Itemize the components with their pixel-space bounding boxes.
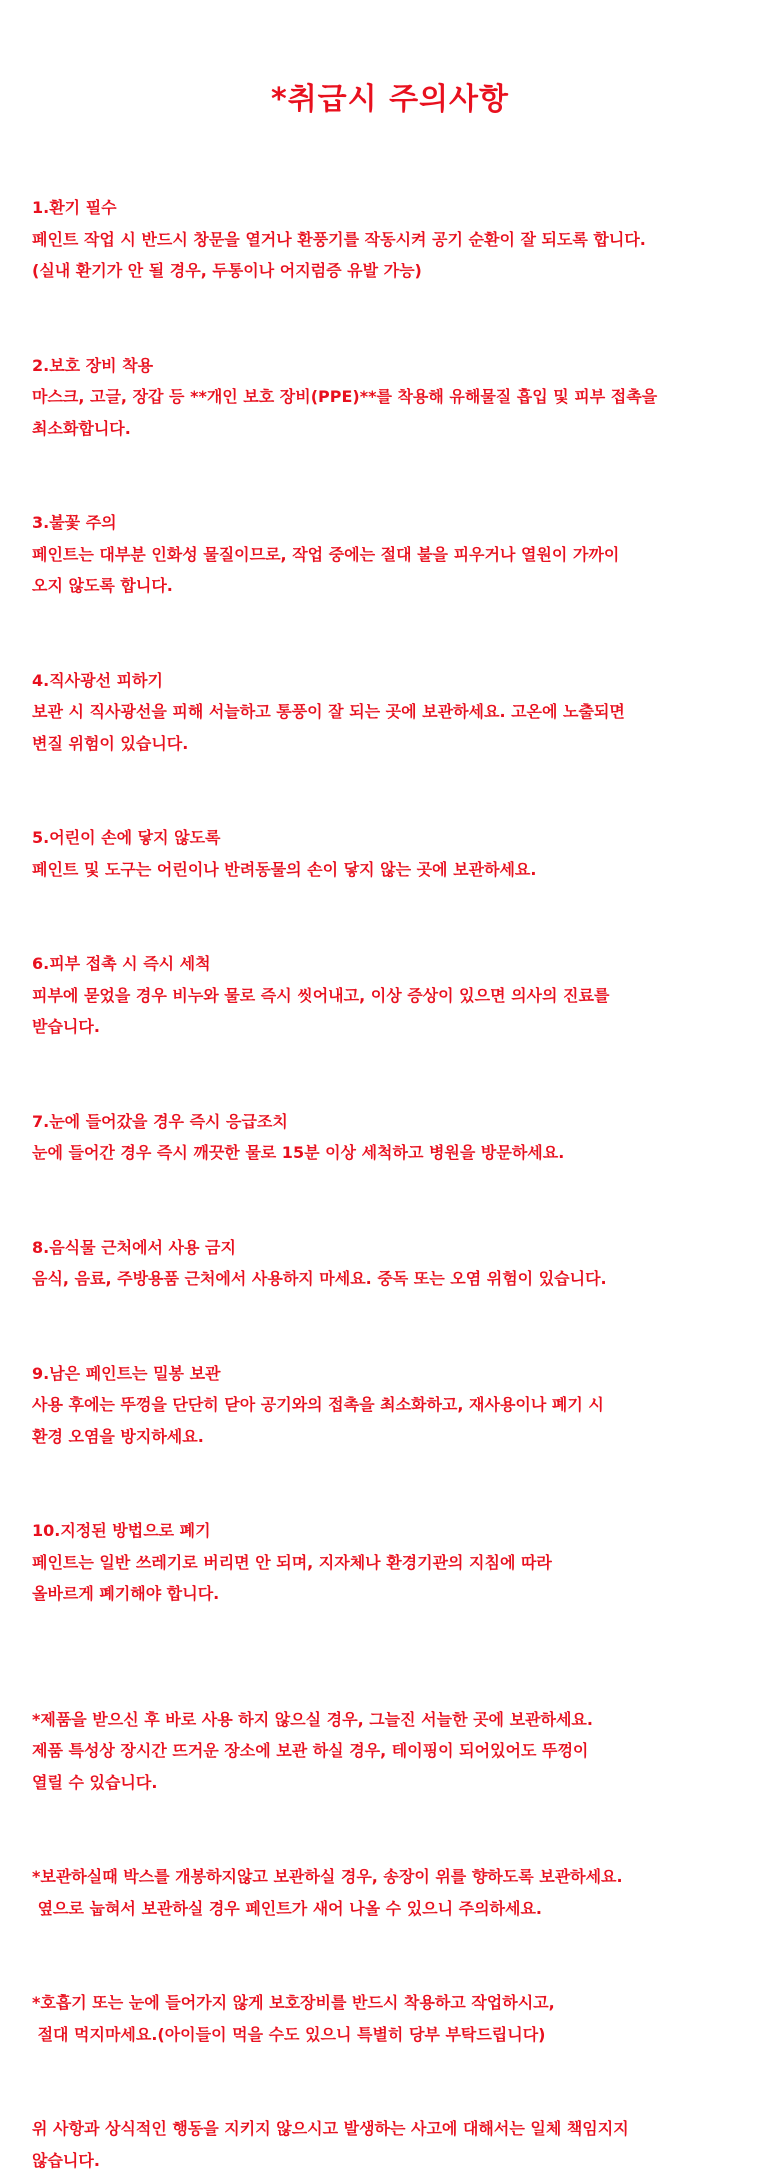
notice-text-line: 제품 특성상 장시간 뜨거운 장소에 보관 하실 경우, 테이핑이 되어있어도 뚜껑이: [32, 1735, 752, 1767]
notice-protective-equipment: [32, 1987, 752, 2050]
section-skin-contact: [32, 948, 752, 1043]
section-text-line: 올바르게 폐기해야 합니다.: [32, 1578, 752, 1610]
section-eye-contact: [32, 1106, 752, 1169]
section-text-line: 페인트 작업 시 반드시 창문을 열거나 환풍기를 작동시켜 공기 순환이 잘 되도록 합니다.: [32, 224, 752, 256]
section-text-line: (실내 환기가 안 될 경우, 두통이나 어지럼증 유발 가능): [32, 255, 752, 287]
section-text-line: 사용 후에는 뚜껑을 단단히 닫아 공기와의 접촉을 최소화하고, 재사용이나 폐기 시: [32, 1389, 752, 1421]
section-heading: 1.환기 필수: [32, 192, 752, 224]
section-sunlight: [32, 665, 752, 760]
notice-text-line: *제품을 받으신 후 바로 사용 하지 않으실 경우, 그늘진 서늘한 곳에 보관하세요.: [32, 1704, 752, 1736]
section-heading: 5.어린이 손에 닿지 않도록: [32, 822, 752, 854]
notice-text-line: 열릴 수 있습니다.: [32, 1767, 752, 1799]
section-text-line: 페인트는 대부분 인화성 물질이므로, 작업 중에는 절대 불을 피우거나 열원이 가까이: [32, 539, 752, 571]
section-heading: 10.지정된 방법으로 폐기: [32, 1515, 752, 1547]
section-heading: 2.보호 장비 착용: [32, 350, 752, 382]
section-text-line: 페인트는 일반 쓰레기로 버리면 안 되며, 지자체나 환경기관의 지침에 따라: [32, 1547, 752, 1579]
page-title: *취급시 주의사항: [0, 80, 780, 120]
section-children: [32, 822, 752, 885]
notice-text-line: *호흡기 또는 눈에 들어가지 않게 보호장비를 반드시 착용하고 작업하시고,: [32, 1987, 752, 2019]
section-food-area: [32, 1232, 752, 1295]
notice-storage-heat: [32, 1704, 752, 1799]
section-heading: 3.불꽃 주의: [32, 507, 752, 539]
section-text-line: 피부에 묻었을 경우 비누와 물로 즉시 씻어내고, 이상 증상이 있으면 의사의 진료를: [32, 980, 752, 1012]
section-heading: 7.눈에 들어갔을 경우 즉시 응급조치: [32, 1106, 752, 1138]
precautions-content: [32, 192, 752, 2176]
section-protective-gear: [32, 350, 752, 445]
section-heading: 8.음식물 근처에서 사용 금지: [32, 1232, 752, 1264]
section-text-line: 마스크, 고글, 장갑 등 **개인 보호 장비(PPE)**를 착용해 유해물질 흡입 및 피부 접촉을: [32, 381, 752, 413]
notice-text-line: 않습니다.: [32, 2145, 752, 2176]
section-text-line: 환경 오염을 방지하세요.: [32, 1421, 752, 1453]
notice-text-line: 절대 먹지마세요.(아이들이 먹을 수도 있으니 특별히 당부 부탁드립니다): [32, 2019, 752, 2051]
notice-text-line: 옆으로 눕혀서 보관하실 경우 페인트가 새어 나올 수 있으니 주의하세요.: [32, 1893, 752, 1925]
section-text-line: 최소화합니다.: [32, 413, 752, 445]
section-ventilation: [32, 192, 752, 287]
notice-text-line: *보관하실때 박스를 개봉하지않고 보관하실 경우, 송장이 위를 향하도록 보관하세요.: [32, 1861, 752, 1893]
notice-box-orientation: [32, 1861, 752, 1924]
section-text-line: 눈에 들어간 경우 즉시 깨끗한 물로 15분 이상 세척하고 병원을 방문하세요.: [32, 1137, 752, 1169]
section-disposal: [32, 1515, 752, 1610]
section-fire-caution: [32, 507, 752, 602]
section-text-line: 변질 위험이 있습니다.: [32, 728, 752, 760]
section-text-line: 받습니다.: [32, 1011, 752, 1043]
section-sealed-storage: [32, 1358, 752, 1453]
section-text-line: 음식, 음료, 주방용품 근처에서 사용하지 마세요. 중독 또는 오염 위험이 있습니다.: [32, 1263, 752, 1295]
notice-liability: [32, 2113, 752, 2176]
section-text-line: 보관 시 직사광선을 피해 서늘하고 통풍이 잘 되는 곳에 보관하세요. 고온에 노출되면: [32, 696, 752, 728]
section-heading: 4.직사광선 피하기: [32, 665, 752, 697]
section-heading: 6.피부 접촉 시 즉시 세척: [32, 948, 752, 980]
section-heading: 9.남은 페인트는 밀봉 보관: [32, 1358, 752, 1390]
section-text-line: 페인트 및 도구는 어린이나 반려동물의 손이 닿지 않는 곳에 보관하세요.: [32, 854, 752, 886]
section-text-line: 오지 않도록 합니다.: [32, 570, 752, 602]
notice-text-line: 위 사항과 상식적인 행동을 지키지 않으시고 발생하는 사고에 대해서는 일체 책임지지: [32, 2113, 752, 2145]
